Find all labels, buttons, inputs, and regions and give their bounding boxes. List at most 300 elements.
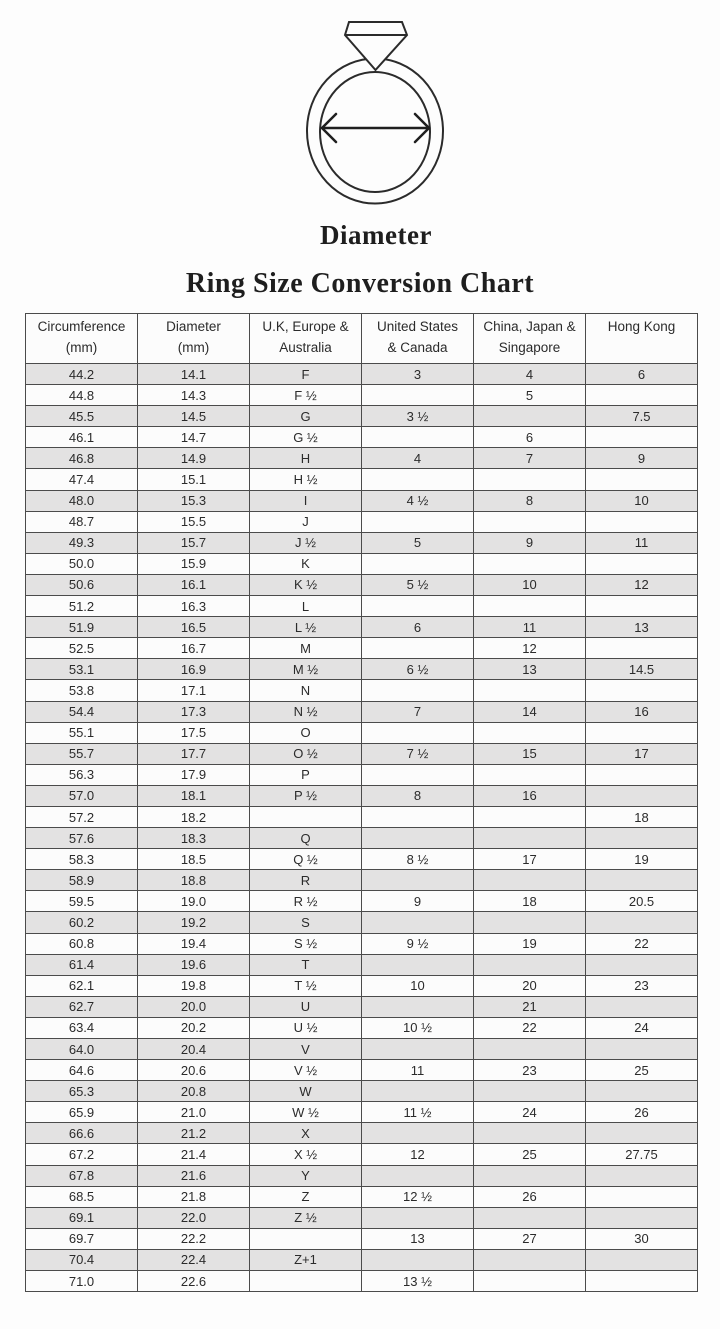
table-cell: 20.4 [138, 1039, 250, 1060]
table-cell: 17.9 [138, 764, 250, 785]
table-cell: 18 [474, 891, 586, 912]
table-row [26, 490, 698, 511]
table-cell [362, 764, 474, 785]
table-cell [362, 1207, 474, 1228]
table-cell: 17 [586, 743, 698, 764]
table-cell: 53.1 [26, 659, 138, 680]
table-cell: 47.4 [26, 469, 138, 490]
table-cell [474, 764, 586, 785]
table-cell: 22.2 [138, 1228, 250, 1249]
table-row [26, 1060, 698, 1081]
table-cell: 8 [474, 490, 586, 511]
table-cell: T [250, 954, 362, 975]
table-cell: 25 [586, 1060, 698, 1081]
table-cell [474, 680, 586, 701]
table-cell: 51.9 [26, 617, 138, 638]
table-cell: 16.7 [138, 638, 250, 659]
table-row [26, 1249, 698, 1270]
table-cell: 53.8 [26, 680, 138, 701]
table-cell [586, 469, 698, 490]
column-header: Hong Kong [586, 314, 698, 364]
table-cell [250, 1271, 362, 1292]
table-row [26, 532, 698, 553]
table-cell: K [250, 553, 362, 574]
table-cell: 63.4 [26, 1017, 138, 1038]
table-cell: 22.4 [138, 1249, 250, 1270]
table-cell: U ½ [250, 1017, 362, 1038]
table-cell [474, 1271, 586, 1292]
table-cell: 21.4 [138, 1144, 250, 1165]
table-cell: 69.1 [26, 1207, 138, 1228]
table-cell: 19.2 [138, 912, 250, 933]
table-cell: 11 [362, 1060, 474, 1081]
table-cell: G [250, 406, 362, 427]
table-row [26, 596, 698, 617]
table-cell [586, 912, 698, 933]
table-cell: 19.6 [138, 954, 250, 975]
table-cell: H [250, 448, 362, 469]
column-header: Circumference (mm) [26, 314, 138, 364]
table-cell: 64.0 [26, 1039, 138, 1060]
table-row [26, 1102, 698, 1123]
table-row [26, 1207, 698, 1228]
table-cell: 19 [586, 849, 698, 870]
table-cell: 15.1 [138, 469, 250, 490]
table-row [26, 511, 698, 532]
table-cell [362, 427, 474, 448]
table-cell: 16.5 [138, 617, 250, 638]
table-cell: X ½ [250, 1144, 362, 1165]
table-cell: 60.8 [26, 933, 138, 954]
table-cell: 3 ½ [362, 406, 474, 427]
ring-size-conversion-table [25, 313, 698, 1292]
table-row [26, 785, 698, 806]
table-cell: V ½ [250, 1060, 362, 1081]
table-cell [362, 1123, 474, 1144]
diameter-label: Diameter [320, 220, 432, 250]
table-cell: 15.5 [138, 511, 250, 532]
table-cell: N ½ [250, 701, 362, 722]
table-row [26, 1081, 698, 1102]
table-row [26, 975, 698, 996]
table-cell: 68.5 [26, 1186, 138, 1207]
table-row [26, 933, 698, 954]
table-row [26, 617, 698, 638]
table-row [26, 448, 698, 469]
table-cell: Y [250, 1165, 362, 1186]
table-cell [362, 1081, 474, 1102]
table-cell: 18.1 [138, 785, 250, 806]
table-cell: 22 [474, 1017, 586, 1038]
table-cell: 17.7 [138, 743, 250, 764]
table-cell: M ½ [250, 659, 362, 680]
table-cell: N [250, 680, 362, 701]
table-cell: 27 [474, 1228, 586, 1249]
table-cell: 5 [362, 532, 474, 553]
table-cell: 46.1 [26, 427, 138, 448]
table-row [26, 849, 698, 870]
table-cell: 60.2 [26, 912, 138, 933]
table-cell: Z+1 [250, 1249, 362, 1270]
table-cell: 4 ½ [362, 490, 474, 511]
table-cell [586, 1165, 698, 1186]
table-cell: 24 [586, 1017, 698, 1038]
table-cell: 57.6 [26, 828, 138, 849]
table-row [26, 912, 698, 933]
table-cell: 21.8 [138, 1186, 250, 1207]
table-cell: 65.3 [26, 1081, 138, 1102]
table-cell: 56.3 [26, 764, 138, 785]
table-cell: Z ½ [250, 1207, 362, 1228]
table-cell [474, 406, 586, 427]
table-cell [362, 954, 474, 975]
table-cell: 7.5 [586, 406, 698, 427]
table-cell: M [250, 638, 362, 659]
table-cell: 13 [586, 617, 698, 638]
table-cell: Q ½ [250, 849, 362, 870]
table-cell: 15.9 [138, 553, 250, 574]
table-cell [586, 1271, 698, 1292]
table-cell [362, 722, 474, 743]
table-cell [362, 596, 474, 617]
table-cell: 14.3 [138, 385, 250, 406]
table-cell: 22.0 [138, 1207, 250, 1228]
table-cell [362, 385, 474, 406]
ring-diameter-illustration [283, 10, 467, 210]
table-cell: 48.0 [26, 490, 138, 511]
column-header: Diameter (mm) [138, 314, 250, 364]
table-cell: 13 ½ [362, 1271, 474, 1292]
table-cell: V [250, 1039, 362, 1060]
table-cell: 14.5 [586, 659, 698, 680]
table-cell: 15 [474, 743, 586, 764]
table-cell: 6 ½ [362, 659, 474, 680]
table-row [26, 870, 698, 891]
table-cell: 27.75 [586, 1144, 698, 1165]
table-cell [362, 553, 474, 574]
table-cell: 19.8 [138, 975, 250, 996]
table-cell: 67.8 [26, 1165, 138, 1186]
table-cell: K ½ [250, 574, 362, 595]
table-cell [586, 722, 698, 743]
table-cell: 14.5 [138, 406, 250, 427]
table-cell [586, 385, 698, 406]
table-cell: 17.3 [138, 701, 250, 722]
table-cell: 21.0 [138, 1102, 250, 1123]
table-cell: 14.7 [138, 427, 250, 448]
table-cell [362, 680, 474, 701]
table-cell: 67.2 [26, 1144, 138, 1165]
table-cell: 65.9 [26, 1102, 138, 1123]
table-cell [362, 828, 474, 849]
table-row [26, 1165, 698, 1186]
table-cell: 17.5 [138, 722, 250, 743]
table-cell [362, 1165, 474, 1186]
table-cell: 69.7 [26, 1228, 138, 1249]
table-cell: 7 [474, 448, 586, 469]
table-row [26, 1186, 698, 1207]
table-cell [586, 954, 698, 975]
table-cell [586, 1207, 698, 1228]
table-row [26, 1228, 698, 1249]
table-cell: 16.1 [138, 574, 250, 595]
table-cell: 16.3 [138, 596, 250, 617]
table-cell: F ½ [250, 385, 362, 406]
table-cell [250, 806, 362, 827]
table-row [26, 1039, 698, 1060]
table-cell: 12 [362, 1144, 474, 1165]
table-cell: 16 [586, 701, 698, 722]
table-cell: 20.5 [586, 891, 698, 912]
table-row [26, 1123, 698, 1144]
table-row [26, 806, 698, 827]
table-cell [474, 469, 586, 490]
page-title: Ring Size Conversion Chart [185, 268, 535, 299]
table-cell: O ½ [250, 743, 362, 764]
table-cell: 14.9 [138, 448, 250, 469]
table-row [26, 680, 698, 701]
table-cell: P [250, 764, 362, 785]
table-cell: 8 ½ [362, 849, 474, 870]
table-cell [362, 638, 474, 659]
table-cell: 18 [586, 806, 698, 827]
table-cell: 8 [362, 785, 474, 806]
table-cell: Q [250, 828, 362, 849]
table-cell: 62.1 [26, 975, 138, 996]
table-cell: 6 [362, 617, 474, 638]
table-cell: 21 [474, 996, 586, 1017]
table-cell: 50.6 [26, 574, 138, 595]
table-cell: 13 [362, 1228, 474, 1249]
table-cell [474, 1081, 586, 1102]
table-cell [362, 912, 474, 933]
table-cell: 50.0 [26, 553, 138, 574]
table-cell: 21.2 [138, 1123, 250, 1144]
table-cell: 21.6 [138, 1165, 250, 1186]
table-cell: 20.0 [138, 996, 250, 1017]
table-cell: I [250, 490, 362, 511]
table-cell [474, 1165, 586, 1186]
table-cell [362, 806, 474, 827]
table-cell: 3 [362, 364, 474, 385]
table-cell [586, 785, 698, 806]
table-cell: Z [250, 1186, 362, 1207]
table-cell [474, 511, 586, 532]
table-cell: 9 [362, 891, 474, 912]
table-cell [362, 870, 474, 891]
table-cell [474, 806, 586, 827]
column-header: China, Japan & Singapore [474, 314, 586, 364]
table-cell: 18.5 [138, 849, 250, 870]
table-cell: 55.1 [26, 722, 138, 743]
table-cell: 12 [474, 638, 586, 659]
table-cell: 12 [586, 574, 698, 595]
table-cell: 9 ½ [362, 933, 474, 954]
table-cell [474, 954, 586, 975]
table-cell [474, 722, 586, 743]
table-cell [586, 553, 698, 574]
table-row [26, 701, 698, 722]
table-cell: W [250, 1081, 362, 1102]
table-row [26, 1144, 698, 1165]
table-cell [474, 553, 586, 574]
table-cell: 20.2 [138, 1017, 250, 1038]
table-cell: F [250, 364, 362, 385]
table-cell: 9 [474, 532, 586, 553]
table-cell [586, 764, 698, 785]
table-cell: 58.9 [26, 870, 138, 891]
table-cell: S ½ [250, 933, 362, 954]
table-cell: 4 [362, 448, 474, 469]
table-cell: 23 [586, 975, 698, 996]
table-cell [474, 1123, 586, 1144]
table-cell: 11 [586, 532, 698, 553]
table-cell [474, 1249, 586, 1270]
column-header: U.K, Europe & Australia [250, 314, 362, 364]
table-cell: 10 [362, 975, 474, 996]
table-cell [362, 1039, 474, 1060]
table-cell: 19.0 [138, 891, 250, 912]
table-cell [586, 828, 698, 849]
table-cell: 52.5 [26, 638, 138, 659]
table-cell [362, 996, 474, 1017]
table-cell: J [250, 511, 362, 532]
table-cell [586, 427, 698, 448]
table-cell: U [250, 996, 362, 1017]
table-cell: 4 [474, 364, 586, 385]
table-cell: 62.7 [26, 996, 138, 1017]
table-row [26, 469, 698, 490]
table-cell [586, 638, 698, 659]
table-cell: 57.0 [26, 785, 138, 806]
table-row [26, 574, 698, 595]
table-cell [586, 1186, 698, 1207]
table-cell: 46.8 [26, 448, 138, 469]
table-cell: 59.5 [26, 891, 138, 912]
table-cell [474, 1039, 586, 1060]
table-row [26, 659, 698, 680]
table-cell: 14 [474, 701, 586, 722]
table-cell: 64.6 [26, 1060, 138, 1081]
table-cell: 66.6 [26, 1123, 138, 1144]
table-row [26, 891, 698, 912]
table-cell: S [250, 912, 362, 933]
table-cell [474, 1207, 586, 1228]
table-cell [586, 596, 698, 617]
table-row [26, 996, 698, 1017]
table-cell [586, 1249, 698, 1270]
table-cell: 22.6 [138, 1271, 250, 1292]
table-cell: 19.4 [138, 933, 250, 954]
table-cell: 10 [586, 490, 698, 511]
table-cell: 10 [474, 574, 586, 595]
table-cell [474, 912, 586, 933]
table-cell: 6 [474, 427, 586, 448]
table-row [26, 1017, 698, 1038]
table-cell: 13 [474, 659, 586, 680]
table-cell: 20.6 [138, 1060, 250, 1081]
table-cell [362, 469, 474, 490]
table-cell: 48.7 [26, 511, 138, 532]
table-cell: O [250, 722, 362, 743]
table-cell: 15.7 [138, 532, 250, 553]
table-cell: 26 [474, 1186, 586, 1207]
table-cell: 30 [586, 1228, 698, 1249]
table-cell: 55.7 [26, 743, 138, 764]
table-cell [586, 870, 698, 891]
table-header-row [26, 314, 698, 364]
table-cell: 17 [474, 849, 586, 870]
table-cell: X [250, 1123, 362, 1144]
table-cell: 7 ½ [362, 743, 474, 764]
table-cell: 71.0 [26, 1271, 138, 1292]
table-row [26, 743, 698, 764]
column-header: United States & Canada [362, 314, 474, 364]
table-cell: L ½ [250, 617, 362, 638]
table-row [26, 364, 698, 385]
table-cell [362, 1249, 474, 1270]
table-cell: 24 [474, 1102, 586, 1123]
table-cell: 5 [474, 385, 586, 406]
table-cell: 6 [586, 364, 698, 385]
table-cell [586, 511, 698, 532]
table-cell: 17.1 [138, 680, 250, 701]
table-cell [586, 1039, 698, 1060]
table-cell: W ½ [250, 1102, 362, 1123]
table-row [26, 406, 698, 427]
table-header [26, 314, 698, 364]
table-row [26, 427, 698, 448]
table-cell: 5 ½ [362, 574, 474, 595]
table-cell: 61.4 [26, 954, 138, 975]
table-cell: 19 [474, 933, 586, 954]
table-cell: H ½ [250, 469, 362, 490]
table-cell: 49.3 [26, 532, 138, 553]
table-cell [586, 1081, 698, 1102]
table-cell: 7 [362, 701, 474, 722]
table-cell [362, 511, 474, 532]
table-row [26, 722, 698, 743]
table-cell: 25 [474, 1144, 586, 1165]
table-cell: 58.3 [26, 849, 138, 870]
table-cell: 20.8 [138, 1081, 250, 1102]
table-cell: 14.1 [138, 364, 250, 385]
table-cell: 44.2 [26, 364, 138, 385]
table-cell: 70.4 [26, 1249, 138, 1270]
table-cell: 11 ½ [362, 1102, 474, 1123]
table-cell [586, 1123, 698, 1144]
table-cell [474, 828, 586, 849]
table-cell: 11 [474, 617, 586, 638]
table-cell: 18.3 [138, 828, 250, 849]
table-cell: 57.2 [26, 806, 138, 827]
table-cell: 22 [586, 933, 698, 954]
table-cell: 16.9 [138, 659, 250, 680]
table-cell: P ½ [250, 785, 362, 806]
table-body [26, 364, 698, 1292]
table-cell: 26 [586, 1102, 698, 1123]
table-cell: 20 [474, 975, 586, 996]
table-row [26, 385, 698, 406]
table-row [26, 1271, 698, 1292]
table-cell [586, 996, 698, 1017]
table-cell: G ½ [250, 427, 362, 448]
table-cell: 44.8 [26, 385, 138, 406]
table-cell: 18.8 [138, 870, 250, 891]
table-row [26, 764, 698, 785]
table-cell [474, 596, 586, 617]
table-cell: T ½ [250, 975, 362, 996]
